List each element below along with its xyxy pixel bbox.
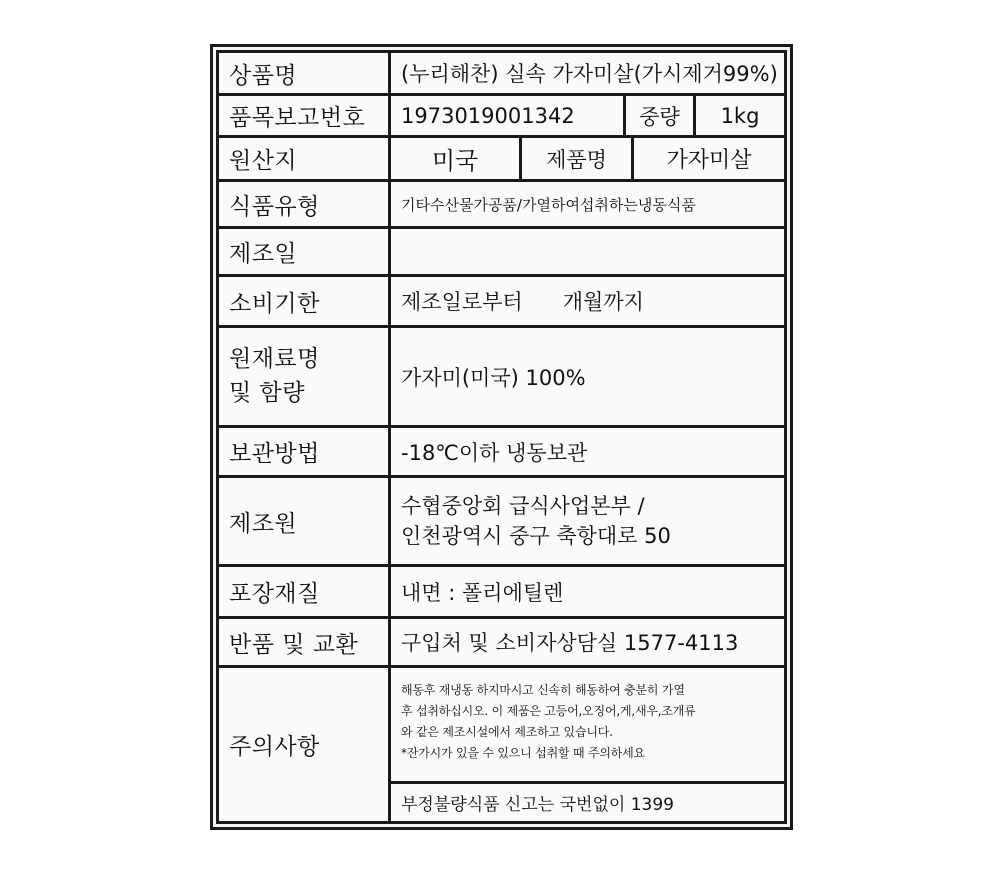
row-report-number [219, 96, 784, 138]
row-manufacturer [219, 478, 784, 567]
ingredients-label-line1: 원재료명 [229, 346, 320, 373]
weight-label: 중량 [623, 96, 693, 135]
weight-value: 1kg [693, 96, 784, 135]
manufacturer-label: 제조원 [219, 478, 391, 564]
caution-line: 후 섭취하십시오. 이 제품은 고등어,오징어,게,새우,조개류 [401, 704, 696, 718]
returns-label: 반품 및 교환 [219, 619, 391, 665]
expiry-label: 소비기한 [219, 277, 391, 325]
food-label-sheet [210, 44, 793, 830]
row-returns [219, 619, 784, 668]
row-manufacture-date [219, 229, 784, 277]
row-cautions [219, 668, 784, 821]
ingredients-label-line2: 및 함량 [229, 379, 305, 406]
cautions-label: 주의사항 [219, 668, 391, 821]
product-type-value: 가자미살 [631, 138, 784, 179]
origin-label: 원산지 [219, 138, 391, 179]
storage-label: 보관방법 [219, 428, 391, 475]
storage-value: -18℃이하 냉동보관 [401, 440, 588, 465]
report-number-value: 1973019001342 [401, 103, 575, 128]
row-product-name [219, 53, 784, 96]
food-type-value: 기타수산물가공품/가열하여섭취하는냉동식품 [401, 195, 696, 214]
cautions-block [391, 668, 784, 821]
report-hotline: 부정불량식품 신고는 국번없이 1399 [391, 781, 784, 821]
expiry-value: 제조일로부터 개월까지 [401, 290, 644, 314]
caution-line: 와 같은 제조시설에서 제조하고 있습니다. [401, 725, 613, 739]
manufacture-date-value [391, 229, 784, 274]
cautions-text [401, 680, 776, 764]
row-expiry [219, 277, 784, 328]
packaging-label: 포장재질 [219, 567, 391, 616]
returns-value: 구입처 및 소비자상담실 1577-4113 [401, 631, 739, 655]
product-type-label: 제품명 [519, 138, 631, 179]
product-name-value: (누리해찬) 실속 가자미살(가시제거99%) [401, 62, 778, 86]
manufacturer-line2: 인천광역시 중구 축항대로 50 [401, 524, 671, 548]
origin-value: 미국 [431, 147, 479, 175]
label-table [216, 50, 787, 824]
row-ingredients [219, 328, 784, 428]
manufacturer-line1: 수협중앙회 급식사업본부 / [401, 493, 645, 518]
ingredients-value: 가자미(미국) 100% [401, 365, 586, 390]
row-food-type [219, 182, 784, 229]
manufacturer-value [391, 478, 784, 564]
manufacture-date-label: 제조일 [219, 229, 391, 274]
row-storage [219, 428, 784, 478]
row-origin [219, 138, 784, 182]
caution-line: *잔가시가 있을 수 있으니 섭취할 때 주의하세요 [401, 746, 645, 760]
caution-line: 해동후 재냉동 하지마시고 신속히 해동하여 충분히 가열 [401, 683, 685, 697]
food-type-label: 식품유형 [219, 182, 391, 226]
product-name-label: 상품명 [219, 53, 391, 93]
report-number-label: 품목보고번호 [219, 96, 391, 135]
row-packaging [219, 567, 784, 619]
ingredients-label [219, 328, 391, 425]
packaging-value: 내면 : 폴리에틸렌 [401, 580, 564, 605]
